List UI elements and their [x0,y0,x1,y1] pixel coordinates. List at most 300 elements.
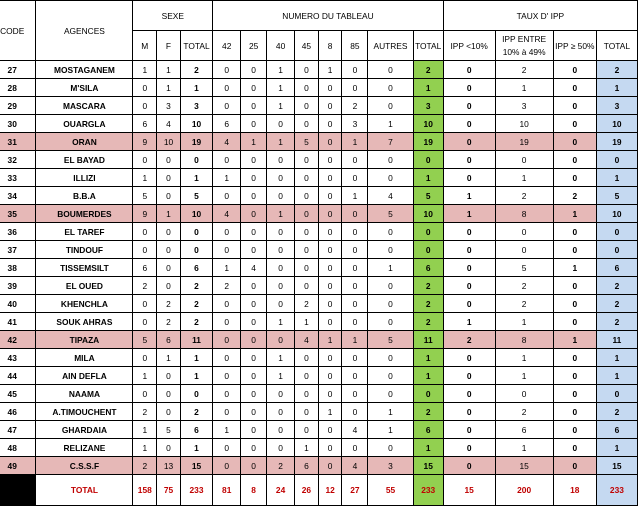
cell-ipp-ge-50: 0 [553,61,596,79]
agency-code: 30 [0,115,36,133]
subheader-f: F [157,31,181,61]
cell-ipp-10-49: 1 [495,169,553,187]
subheader-m: M [133,31,157,61]
cell-ipp-ge-50: 0 [553,439,596,457]
cell-col-85: 0 [342,223,368,241]
agency-name: B.B.A [36,187,133,205]
agency-name: MASCARA [36,97,133,115]
cell-numero-total: 0 [413,151,443,169]
cell-col-8: 0 [318,277,342,295]
cell-col-45: 1 [295,313,319,331]
total-ipp-ge-50: 18 [553,475,596,506]
cell-col-25: 0 [241,331,267,349]
cell-ipp-ge-50: 0 [553,457,596,475]
cell-ipp-10-49: 8 [495,331,553,349]
header-sexe: SEXE [133,1,213,31]
cell-col-45: 0 [295,187,319,205]
cell-ipp-lt-10: 0 [443,169,495,187]
table-row [0,79,638,97]
cell-ipp-lt-10: 0 [443,241,495,259]
cell-col-40: 1 [267,313,295,331]
cell-m: 0 [133,223,157,241]
subheader-col-42: 42 [213,31,241,61]
cell-col-85: 0 [342,151,368,169]
cell-col-45: 5 [295,133,319,151]
cell-col-25: 0 [241,97,267,115]
cell-col-40: 0 [267,151,295,169]
cell-numero-total: 2 [413,61,443,79]
cell-sexe-total: 5 [180,187,212,205]
cell-col-40: 0 [267,241,295,259]
cell-numero-total: 3 [413,97,443,115]
subheader-col-45: 45 [295,31,319,61]
cell-col-25: 1 [241,133,267,151]
subheader-col-25: 25 [241,31,267,61]
agency-code: 29 [0,97,36,115]
table-row [0,97,638,115]
header-taux-ipp: TAUX D' IPP [443,1,637,31]
cell-ipp-10-49: 8 [495,205,553,223]
cell-m: 0 [133,241,157,259]
cell-ipp-10-49: 2 [495,403,553,421]
agency-name: ORAN [36,133,133,151]
cell-autres: 0 [368,97,413,115]
cell-f: 5 [157,421,181,439]
agency-code: 36 [0,223,36,241]
cell-ipp-lt-10: 0 [443,223,495,241]
cell-col-45: 0 [295,151,319,169]
cell-ipp-lt-10: 0 [443,79,495,97]
cell-f: 0 [157,367,181,385]
cell-col-25: 0 [241,61,267,79]
cell-autres: 0 [368,241,413,259]
cell-col-8: 0 [318,79,342,97]
cell-ipp-ge-50: 0 [553,403,596,421]
cell-f: 3 [157,97,181,115]
cell-numero-total: 2 [413,277,443,295]
cell-col-85: 1 [342,187,368,205]
cell-numero-total: 0 [413,223,443,241]
cell-col-42: 0 [213,241,241,259]
cell-taux-total: 19 [596,133,637,151]
cell-col-25: 0 [241,403,267,421]
cell-taux-total: 1 [596,169,637,187]
cell-ipp-10-49: 3 [495,97,553,115]
cell-m: 0 [133,385,157,403]
cell-autres: 0 [368,385,413,403]
agency-code: 45 [0,385,36,403]
cell-f: 0 [157,241,181,259]
cell-numero-total: 15 [413,457,443,475]
cell-col-25: 0 [241,187,267,205]
total-label: TOTAL [36,475,133,506]
cell-ipp-10-49: 1 [495,367,553,385]
cell-m: 1 [133,367,157,385]
cell-taux-total: 3 [596,97,637,115]
cell-sexe-total: 1 [180,349,212,367]
table-row [0,241,638,259]
cell-col-40: 0 [267,385,295,403]
cell-f: 0 [157,277,181,295]
table-row [0,385,638,403]
subheader-ipp-lt-10: IPP <10% [443,31,495,61]
total-col-8: 12 [318,475,342,506]
cell-numero-total: 11 [413,331,443,349]
cell-col-25: 4 [241,259,267,277]
cell-sexe-total: 19 [180,133,212,151]
cell-col-45: 0 [295,367,319,385]
agency-name: AIN DEFLA [36,367,133,385]
cell-col-45: 0 [295,403,319,421]
cell-taux-total: 0 [596,151,637,169]
cell-f: 0 [157,223,181,241]
cell-autres: 0 [368,439,413,457]
cell-col-25: 0 [241,79,267,97]
cell-col-85: 3 [342,115,368,133]
cell-f: 1 [157,61,181,79]
cell-col-8: 0 [318,367,342,385]
total-taux-total: 233 [596,475,637,506]
cell-col-40: 0 [267,169,295,187]
cell-autres: 0 [368,277,413,295]
subheader-col-40: 40 [267,31,295,61]
cell-autres: 4 [368,187,413,205]
cell-ipp-10-49: 0 [495,241,553,259]
cell-col-85: 0 [342,385,368,403]
cell-numero-total: 1 [413,349,443,367]
cell-taux-total: 10 [596,115,637,133]
cell-numero-total: 2 [413,403,443,421]
cell-col-45: 6 [295,457,319,475]
cell-autres: 5 [368,331,413,349]
cell-ipp-10-49: 15 [495,457,553,475]
agency-code: 35 [0,205,36,223]
cell-col-40: 0 [267,115,295,133]
cell-autres: 1 [368,259,413,277]
cell-col-85: 0 [342,259,368,277]
cell-col-85: 0 [342,277,368,295]
cell-sexe-total: 2 [180,295,212,313]
cell-col-85: 1 [342,331,368,349]
cell-f: 0 [157,439,181,457]
cell-taux-total: 1 [596,349,637,367]
cell-ipp-lt-10: 0 [443,457,495,475]
cell-col-25: 0 [241,421,267,439]
subheader-ipp-10-49: IPP ENTRE 10% à 49% [495,31,553,61]
cell-col-42: 0 [213,403,241,421]
cell-col-8: 0 [318,223,342,241]
cell-ipp-lt-10: 0 [443,367,495,385]
cell-ipp-10-49: 10 [495,115,553,133]
table-row [0,331,638,349]
cell-taux-total: 5 [596,187,637,205]
agency-name: M'SILA [36,79,133,97]
cell-col-45: 0 [295,385,319,403]
cell-f: 1 [157,79,181,97]
cell-autres: 7 [368,133,413,151]
cell-ipp-ge-50: 0 [553,223,596,241]
cell-col-42: 0 [213,349,241,367]
cell-col-42: 6 [213,115,241,133]
cell-col-42: 0 [213,331,241,349]
cell-col-40: 0 [267,439,295,457]
table-row [0,313,638,331]
cell-ipp-ge-50: 0 [553,313,596,331]
cell-col-40: 0 [267,223,295,241]
cell-col-8: 0 [318,187,342,205]
cell-taux-total: 11 [596,331,637,349]
cell-autres: 0 [368,367,413,385]
cell-col-85: 0 [342,79,368,97]
agency-code: 37 [0,241,36,259]
cell-ipp-lt-10: 0 [443,439,495,457]
cell-col-85: 0 [342,169,368,187]
cell-taux-total: 0 [596,241,637,259]
cell-autres: 0 [368,223,413,241]
cell-taux-total: 10 [596,205,637,223]
header-code: CODE [0,1,36,61]
cell-numero-total: 5 [413,187,443,205]
cell-col-42: 1 [213,169,241,187]
cell-ipp-lt-10: 2 [443,331,495,349]
cell-ipp-ge-50: 0 [553,169,596,187]
cell-col-40: 1 [267,61,295,79]
cell-col-25: 0 [241,169,267,187]
cell-ipp-lt-10: 0 [443,277,495,295]
subheader-numero-total: TOTAL [413,31,443,61]
cell-col-42: 0 [213,367,241,385]
cell-sexe-total: 6 [180,421,212,439]
cell-col-45: 0 [295,79,319,97]
total-code-cell [0,475,36,506]
cell-col-85: 0 [342,313,368,331]
table-row [0,169,638,187]
agency-code: 32 [0,151,36,169]
cell-col-42: 0 [213,313,241,331]
cell-numero-total: 6 [413,259,443,277]
cell-ipp-ge-50: 0 [553,133,596,151]
total-row [0,475,638,506]
agency-name: KHENCHLA [36,295,133,313]
cell-taux-total: 1 [596,439,637,457]
cell-col-40: 0 [267,259,295,277]
cell-ipp-10-49: 0 [495,385,553,403]
cell-numero-total: 2 [413,295,443,313]
agency-code: 41 [0,313,36,331]
cell-col-42: 1 [213,259,241,277]
cell-col-45: 0 [295,115,319,133]
total-autres: 55 [368,475,413,506]
cell-col-25: 0 [241,295,267,313]
cell-col-42: 0 [213,385,241,403]
cell-col-8: 1 [318,61,342,79]
cell-col-8: 0 [318,97,342,115]
cell-sexe-total: 1 [180,439,212,457]
cell-col-42: 4 [213,205,241,223]
cell-ipp-ge-50: 0 [553,241,596,259]
cell-ipp-10-49: 1 [495,439,553,457]
cell-m: 1 [133,169,157,187]
cell-ipp-10-49: 2 [495,187,553,205]
agency-code: 43 [0,349,36,367]
cell-col-25: 0 [241,457,267,475]
cell-m: 0 [133,97,157,115]
agency-name: ILLIZI [36,169,133,187]
cell-f: 4 [157,115,181,133]
cell-ipp-ge-50: 1 [553,331,596,349]
cell-taux-total: 6 [596,259,637,277]
cell-col-25: 0 [241,349,267,367]
total-ipp-lt-10: 15 [443,475,495,506]
cell-f: 0 [157,259,181,277]
cell-m: 1 [133,421,157,439]
cell-col-8: 0 [318,241,342,259]
cell-col-42: 0 [213,223,241,241]
cell-ipp-10-49: 2 [495,61,553,79]
cell-sexe-total: 0 [180,241,212,259]
cell-ipp-10-49: 1 [495,79,553,97]
cell-ipp-10-49: 2 [495,277,553,295]
table-row [0,259,638,277]
cell-ipp-lt-10: 0 [443,151,495,169]
agency-code: 31 [0,133,36,151]
cell-ipp-10-49: 2 [495,295,553,313]
cell-col-8: 0 [318,385,342,403]
cell-ipp-10-49: 1 [495,349,553,367]
cell-ipp-10-49: 6 [495,421,553,439]
cell-ipp-lt-10: 1 [443,205,495,223]
table-row [0,187,638,205]
cell-col-85: 2 [342,97,368,115]
cell-sexe-total: 2 [180,313,212,331]
cell-ipp-ge-50: 2 [553,187,596,205]
agency-code: 28 [0,79,36,97]
agency-name: A.TIMOUCHENT [36,403,133,421]
agency-code: 27 [0,61,36,79]
cell-col-8: 0 [318,259,342,277]
cell-col-45: 0 [295,277,319,295]
cell-ipp-lt-10: 0 [443,349,495,367]
cell-autres: 3 [368,457,413,475]
cell-autres: 0 [368,79,413,97]
agency-code: 47 [0,421,36,439]
cell-col-85: 4 [342,457,368,475]
cell-sexe-total: 1 [180,79,212,97]
cell-ipp-lt-10: 0 [443,295,495,313]
cell-m: 0 [133,295,157,313]
cell-f: 10 [157,133,181,151]
cell-f: 1 [157,205,181,223]
agency-name: NAAMA [36,385,133,403]
cell-taux-total: 2 [596,277,637,295]
cell-ipp-ge-50: 1 [553,205,596,223]
cell-m: 0 [133,79,157,97]
agency-name: TISSEMSILT [36,259,133,277]
cell-ipp-10-49: 19 [495,133,553,151]
cell-m: 1 [133,439,157,457]
cell-autres: 0 [368,151,413,169]
cell-sexe-total: 0 [180,385,212,403]
cell-m: 6 [133,259,157,277]
total-col-45: 26 [295,475,319,506]
cell-taux-total: 2 [596,295,637,313]
cell-col-8: 0 [318,421,342,439]
cell-col-8: 0 [318,133,342,151]
cell-f: 2 [157,295,181,313]
cell-col-8: 0 [318,169,342,187]
cell-sexe-total: 1 [180,367,212,385]
cell-autres: 0 [368,349,413,367]
cell-taux-total: 15 [596,457,637,475]
cell-autres: 0 [368,295,413,313]
cell-sexe-total: 10 [180,115,212,133]
cell-col-40: 1 [267,205,295,223]
cell-col-8: 1 [318,331,342,349]
cell-col-42: 0 [213,457,241,475]
cell-numero-total: 1 [413,79,443,97]
cell-col-45: 4 [295,331,319,349]
cell-ipp-10-49: 1 [495,313,553,331]
cell-autres: 0 [368,61,413,79]
cell-numero-total: 2 [413,313,443,331]
cell-m: 2 [133,457,157,475]
cell-sexe-total: 0 [180,223,212,241]
agency-name: SOUK AHRAS [36,313,133,331]
cell-numero-total: 1 [413,367,443,385]
subheader-taux-total: TOTAL [596,31,637,61]
agency-code: 38 [0,259,36,277]
cell-col-45: 0 [295,421,319,439]
cell-ipp-lt-10: 0 [443,133,495,151]
cell-numero-total: 10 [413,205,443,223]
agency-name: RELIZANE [36,439,133,457]
cell-f: 0 [157,187,181,205]
cell-col-25: 0 [241,223,267,241]
cell-m: 9 [133,205,157,223]
cell-f: 0 [157,151,181,169]
cell-col-45: 0 [295,61,319,79]
cell-col-85: 0 [342,205,368,223]
cell-col-85: 0 [342,439,368,457]
total-ipp-10-49: 200 [495,475,553,506]
agency-code: 44 [0,367,36,385]
cell-col-85: 0 [342,349,368,367]
cell-sexe-total: 2 [180,277,212,295]
cell-col-8: 0 [318,295,342,313]
cell-ipp-ge-50: 0 [553,277,596,295]
cell-col-45: 1 [295,439,319,457]
cell-ipp-lt-10: 1 [443,187,495,205]
cell-m: 0 [133,349,157,367]
cell-col-42: 4 [213,133,241,151]
subheader-autres: AUTRES [368,31,413,61]
table-row [0,277,638,295]
cell-col-25: 0 [241,115,267,133]
cell-col-45: 0 [295,205,319,223]
cell-col-40: 0 [267,187,295,205]
cell-numero-total: 19 [413,133,443,151]
cell-col-42: 1 [213,421,241,439]
table-row [0,349,638,367]
cell-m: 5 [133,187,157,205]
agency-code: 34 [0,187,36,205]
cell-col-8: 0 [318,151,342,169]
cell-sexe-total: 2 [180,403,212,421]
cell-col-8: 0 [318,115,342,133]
cell-ipp-10-49: 0 [495,151,553,169]
cell-sexe-total: 2 [180,61,212,79]
cell-ipp-lt-10: 0 [443,385,495,403]
